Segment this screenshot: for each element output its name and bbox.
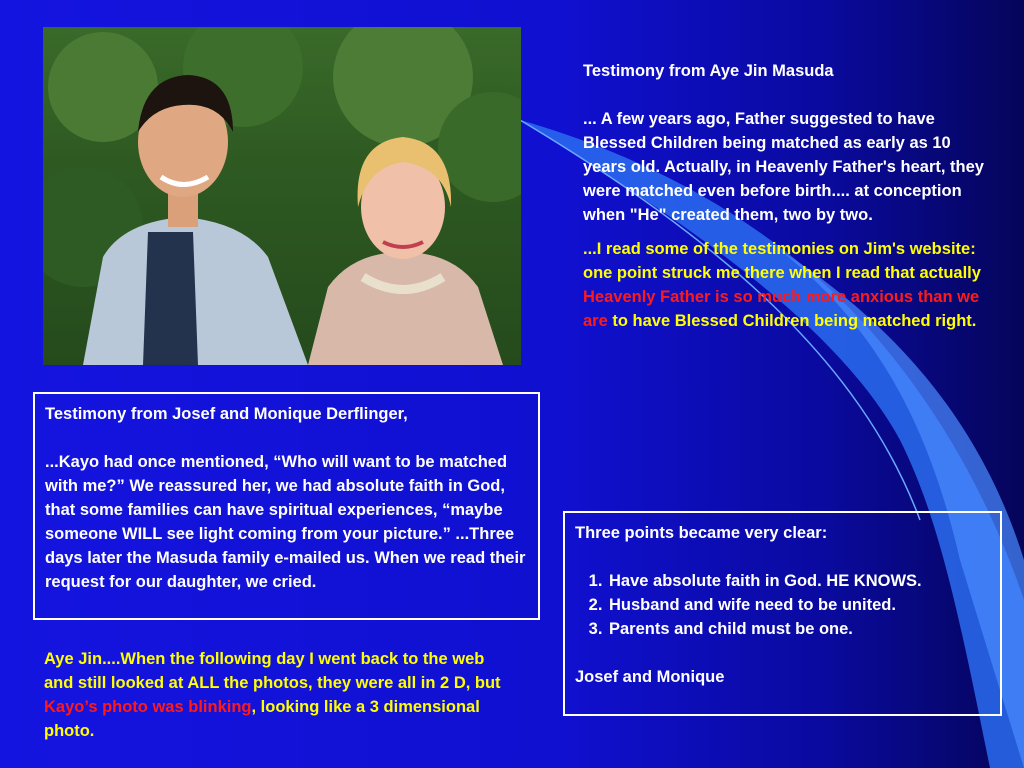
photo-illustration — [43, 27, 521, 365]
masuda-paragraph-1: ... A few years ago, Father suggested to have Blessed Children being matched as early as 10 years old. Actually, in Heavenly Father's heart, they were matched even before birth.... at conception when "He" created them, two by two. — [583, 110, 984, 224]
masuda-para2-end: to have Blessed Children being matched right. — [607, 312, 977, 330]
points-list — [575, 569, 990, 641]
masuda-title: Testimony from Aye Jin Masuda — [583, 62, 834, 80]
masuda-para2-start: ...I read some of the testimonies on Jim's website: one point struck me there when I read that actually — [583, 240, 981, 282]
ayejin-start: Aye Jin....When the following day I went back to the web and still looked at ALL the photos, they were all in 2 D, but — [44, 650, 501, 692]
ayejin-highlight: Kayo’s photo was blinking — [44, 698, 252, 716]
point-item: 3. Parents and child must be one. — [607, 617, 990, 641]
derflinger-title: Testimony from Josef and Monique Derflinger, — [45, 405, 408, 423]
points-signature: Josef and Monique — [575, 668, 725, 686]
couple-photo — [43, 27, 521, 365]
three-points-box — [563, 511, 1002, 716]
masuda-para2-highlight: Heavenly Father is so much more anxious than we are — [583, 288, 980, 330]
point-item: 2. Husband and wife need to be united. — [607, 593, 990, 617]
point-item: 1. Have absolute faith in God. HE KNOWS. — [607, 569, 990, 593]
ayejin-end: , looking like a 3 dimensional photo. — [44, 698, 480, 740]
points-title: Three points became very clear: — [575, 524, 828, 542]
masuda-testimony — [583, 59, 993, 333]
masuda-paragraph-2 — [583, 237, 993, 333]
derflinger-body: ...Kayo had once mentioned, “Who will want to be matched with me?” We reassured her, we had absolute faith in God, that some families can have spiritual experiences, “maybe someone WILL see light coming from your picture.” ...Three days later the Masuda family e-mailed us. When we read their request for our daughter, we cried. — [45, 453, 526, 591]
derflinger-testimony-box — [33, 392, 540, 620]
ayejin-testimony — [44, 647, 514, 743]
